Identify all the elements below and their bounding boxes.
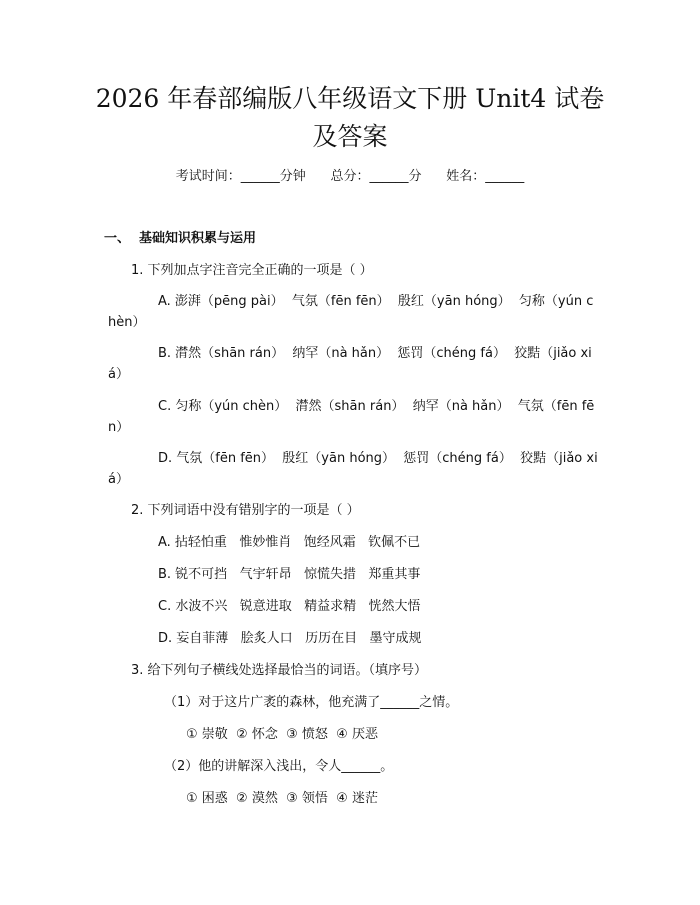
section-heading: 一、 基础知识积累与运用 <box>104 231 257 246</box>
exam-title-line-2: 及答案 <box>312 122 388 151</box>
question-2-option-b: B. 锐不可挡 气宇轩昂 惊慌失措 郑重其事 <box>158 567 421 582</box>
question-3-sub-2-choices: ① 困惑 ② 漠然 ③ 领悟 ④ 迷茫 <box>186 791 378 806</box>
question-1-stem: 1. 下列加点字注音完全正确的一项是（ ） <box>131 263 373 278</box>
question-3-sub-2: （2）他的讲解深入浅出，令人______。 <box>164 759 394 774</box>
question-1-option-c: C. 匀称（yún chèn） 潸然（shān rán） 纳罕（nà hǎn） 气氛（fēn fēn） <box>108 399 595 435</box>
question-3-stem: 3. 给下列句子横线处选择最恰当的词语。（填序号） <box>131 663 428 678</box>
question-2-option-a: A. 拈轻怕重 惟妙惟肖 饱经风霜 钦佩不已 <box>158 535 421 550</box>
question-2-stem: 2. 下列词语中没有错别字的一项是（ ） <box>131 503 360 518</box>
question-1-option-a: A. 澎湃（pēng pài） 气氛（fēn fēn） 殷红（yān hóng） 匀称（yún chèn） <box>108 294 594 330</box>
question-1-option-b: B. 潸然（shān rán） 纳罕（nà hǎn） 惩罚（chéng fá） 狡黠（jiǎo xiá） <box>108 346 592 382</box>
question-1-option-d: D. 气氛（fēn fēn） 殷红（yān hóng） 惩罚（chéng fá） 狡黠（jiǎo xiá） <box>108 451 598 487</box>
question-2-option-c: C. 水波不兴 锐意进取 精益求精 恍然大悟 <box>158 599 421 614</box>
question-2-option-d: D. 妄自菲薄 脍炙人口 历历在目 墨守成规 <box>158 631 422 646</box>
question-3-sub-1-choices: ① 崇敬 ② 怀念 ③ 愤怒 ④ 厌恶 <box>186 727 378 742</box>
question-3-sub-1: （1）对于这片广袤的森林，他充满了______之情。 <box>164 695 459 710</box>
exam-title-line-1: 2026 年春部编版八年级语文下册 Unit4 试卷 <box>95 84 605 113</box>
exam-meta-info: 考试时间：______分钟 总分：______分 姓名：______ <box>175 169 525 184</box>
